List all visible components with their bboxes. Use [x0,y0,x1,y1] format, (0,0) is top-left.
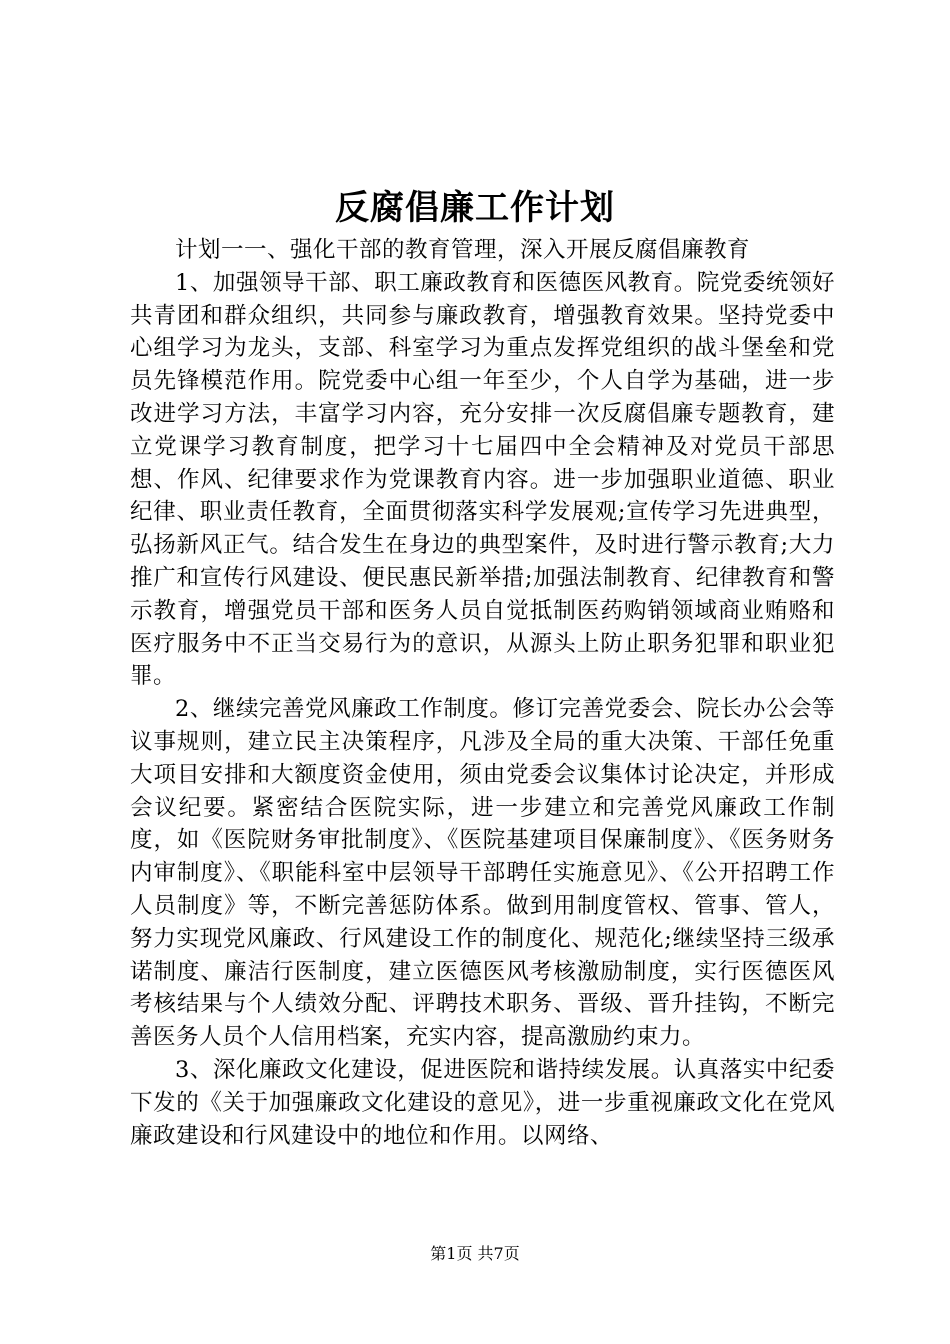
document-title: 反腐倡廉工作计划 [335,188,615,228]
paragraph-3: 3、深化廉政文化建设，促进医院和谐持续发展。认真落实中纪委下发的《关于加强廉政文化建设的意见》，进一步重视廉政文化在党风廉政建设和行风建设中的地位和作用。以网络、 [130,1056,835,1149]
page-number: 第1页 共7页 [430,1244,520,1263]
paragraph-1: 1、加强领导干部、职工廉政教育和医德医风教育。院党委统领好共青团和群众组织，共同参与廉政教育，增强教育效果。坚持党委中心组学习为龙头，支部、科室学习为重点发挥党组织的战斗堡垒和党员先锋模范作用。院党委中心组一年至少，个人自学为基础，进一步改进学习方法，丰富学习内容，充分安排一次反腐倡廉专题教育，建立党课学习教育制度，把学习十七届四中全会精神及对党员干部思想、作风、纪律要求作为党课教育内容。进一步加强职业道德、职业纪律、职业责任教育，全面贯彻落实科学发展观;宣传学习先进典型，弘扬新风正气。结合发生在身边的典型案件，及时进行警示教育;大力推广和宣传行风建设、便民惠民新举措;加强法制教育、纪律教育和警示教育，增强党员干部和医务人员自觉抵制医药购销领域商业贿赂和医疗服务中不正当交易行为的意识，从源头上防止职务犯罪和职业犯罪。 [130,269,835,690]
section-heading: 计划一一、强化干部的教育管理，深入开展反腐倡廉教育 [175,237,751,263]
document-body [130,234,835,1152]
paragraph-2: 2、继续完善党风廉政工作制度。修订完善党委会、院长办公会等议事规则，建立民主决策程序，凡涉及全局的重大决策、干部任免重大项目安排和大额度资金使用，须由党委会议集体讨论决定，并形成会议纪要。紧密结合医院实际，进一步建立和完善党风廉政工作制度，如《医院财务审批制度》、《医院基建项目保廉制度》、《医务财务内审制度》、《职能科室中层领导干部聘任实施意见》、《公开招聘工作人员制度》等，不断完善惩防体系。做到用制度管权、管事、管人，努力实现党风廉政、行风建设工作的制度化、规范化;继续坚持三级承诺制度、廉洁行医制度，建立医德医风考核激励制度，实行医德医风考核结果与个人绩效分配、评聘技术职务、晋级、晋升挂钩，不断完善医务人员个人信用档案，充实内容，提高激励约束力。 [130,696,835,1051]
